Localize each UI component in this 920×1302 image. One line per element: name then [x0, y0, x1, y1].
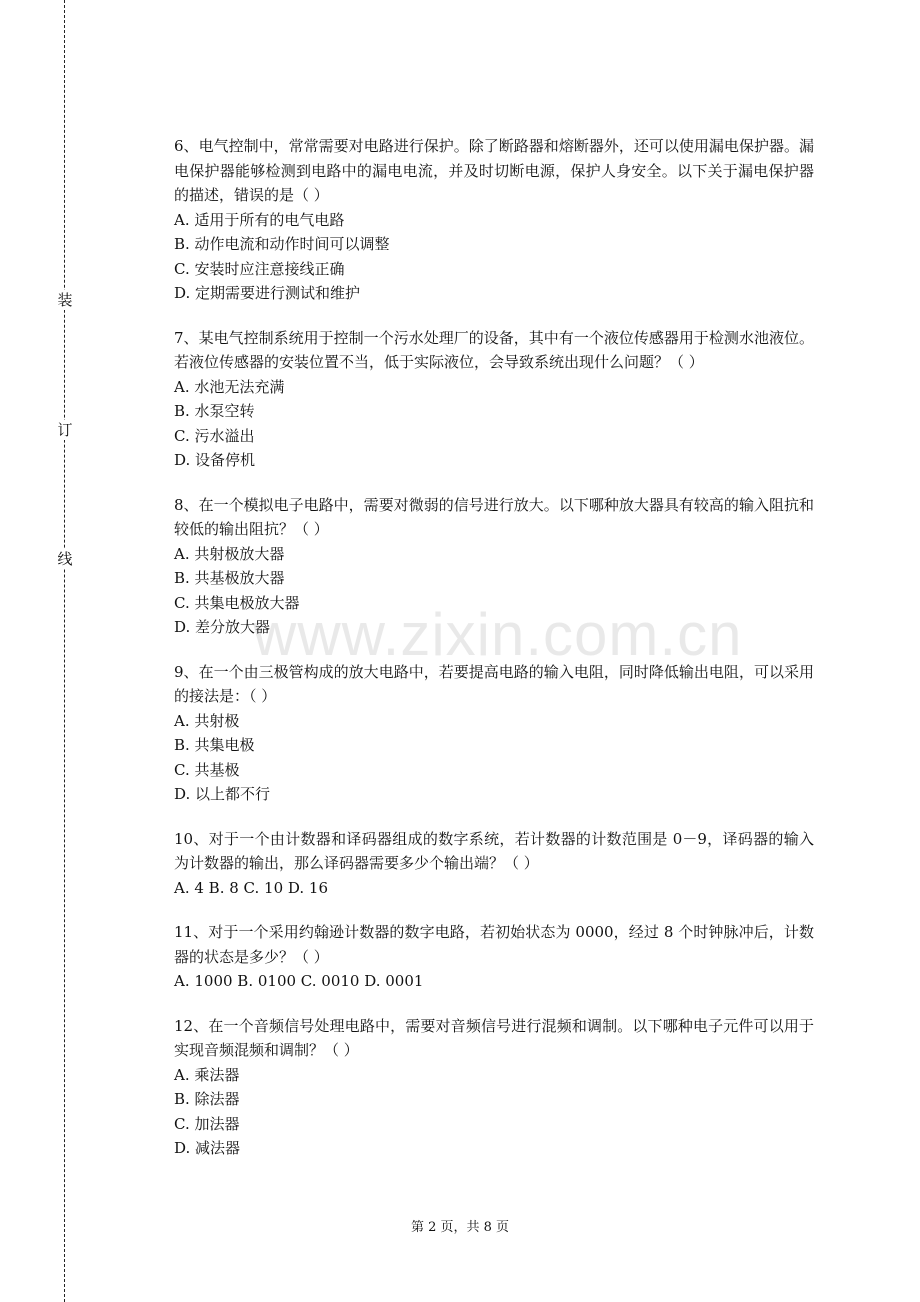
- option-c: C. 共集电极放大器: [174, 593, 300, 612]
- option-d: D. 差分放大器: [174, 618, 271, 636]
- option-d: D. 减法器: [174, 1139, 241, 1157]
- option-c: C. 安装时应注意接线正确: [174, 259, 345, 278]
- option-d: D. 定期需要进行测试和维护: [174, 284, 361, 302]
- question-10: [174, 827, 814, 901]
- option-b: B. 除法器: [174, 1090, 240, 1108]
- question-stem: 8、在一个模拟电子电路中，需要对微弱的信号进行放大。以下哪种放大器具有较高的输入阻抗和较低的输出阻抗？（ ）: [174, 495, 814, 538]
- binding-char-ding: 订: [57, 421, 73, 439]
- question-11: [174, 920, 814, 994]
- page-footer: 第 2 页，共 8 页: [410, 1220, 510, 1235]
- question-stem: 9、在一个由三极管构成的放大电路中，若要提高电路的输入电阻，同时降低输出电阻，可以采用的接法是：（ ）: [174, 662, 814, 705]
- question-8: [174, 493, 814, 640]
- question-stem: 11、对于一个采用约翰逊计数器的数字电路，若初始状态为 0000，经过 8 个时钟脉冲后，计数器的状态是多少？（ ）: [174, 923, 814, 966]
- binding-dashed-line: [64, 0, 65, 1302]
- inline-options: A. 1000 B. 0100 C. 0010 D. 0001: [174, 972, 424, 990]
- question-stem: 10、对于一个由计数器和译码器组成的数字系统，若计数器的计数范围是 0－9，译码器的输入为计数器的输出，那么译码器需要多少个输出端？（ ）: [174, 829, 814, 872]
- option-a: A. 共射极: [174, 711, 240, 730]
- question-stem: 12、在一个音频信号处理电路中，需要对音频信号进行混频和调制。以下哪种电子元件可以用于实现音频混频和调制？（ ）: [174, 1016, 814, 1059]
- option-b: B. 动作电流和动作时间可以调整: [174, 235, 390, 253]
- question-7: [174, 326, 814, 473]
- question-stem: 6、电气控制中，常常需要对电路进行保护。除了断路器和熔断器外，还可以使用漏电保护器。漏电保护器能够检测到电路中的漏电电流，并及时切断电源，保护人身安全。以下关于漏电保护器的描述，错误的是（ ）: [174, 137, 814, 204]
- option-c: C. 共基极: [174, 760, 240, 779]
- question-12: [174, 1014, 814, 1161]
- question-list: [174, 134, 814, 1181]
- inline-options: A. 4 B. 8 C. 10 D. 16: [174, 878, 328, 897]
- option-c: C. 污水溢出: [174, 426, 255, 445]
- binding-char-xian: 线: [57, 550, 73, 568]
- option-a: A. 适用于所有的电气电路: [174, 210, 345, 229]
- option-d: D. 以上都不行: [174, 785, 271, 803]
- question-stem: 7、某电气控制系统用于控制一个污水处理厂的设备，其中有一个液位传感器用于检测水池液位。若液位传感器的安装位置不当，低于实际液位，会导致系统出现什么问题？（ ）: [174, 328, 814, 371]
- watermark: www.zixin.com.cn: [253, 601, 743, 668]
- question-6: [174, 134, 814, 306]
- option-b: B. 水泵空转: [174, 402, 255, 420]
- option-d: D. 设备停机: [174, 451, 256, 469]
- option-a: A. 水池无法充满: [174, 377, 285, 396]
- option-b: B. 共基极放大器: [174, 569, 285, 587]
- option-a: A. 共射极放大器: [174, 544, 285, 563]
- binding-char-zhuang: 装: [57, 291, 73, 309]
- option-a: A. 乘法器: [174, 1065, 240, 1084]
- option-c: C. 加法器: [174, 1114, 240, 1133]
- option-b: B. 共集电极: [174, 736, 255, 754]
- question-9: [174, 660, 814, 807]
